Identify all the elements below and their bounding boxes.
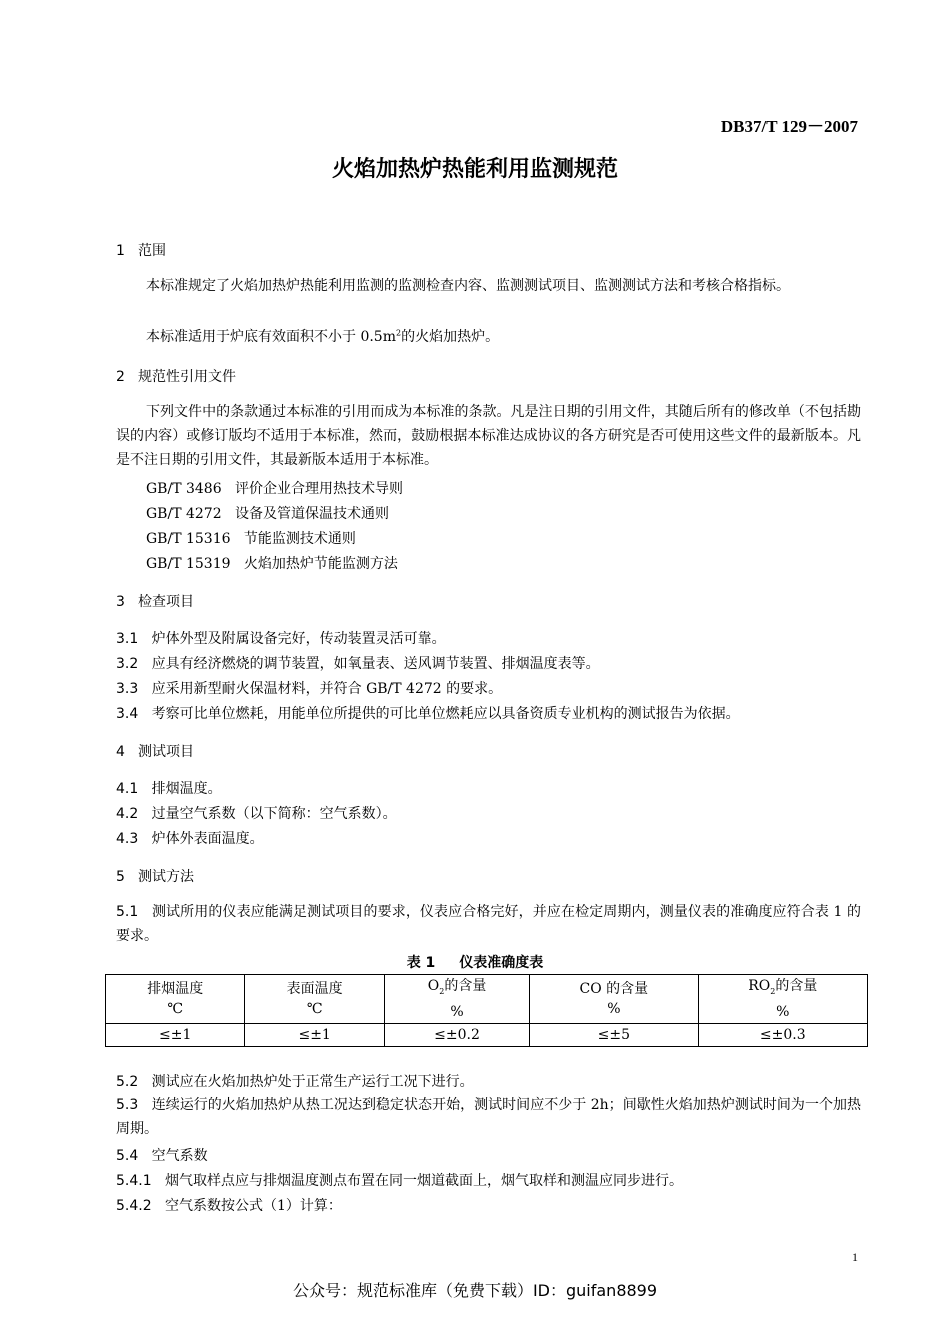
paragraph-5-4-2 <box>116 1195 342 1215</box>
table-cell: ≤±0.2 <box>384 1023 529 1046</box>
item-text: 炉体外表面温度。 <box>151 831 264 847</box>
accuracy-table <box>105 974 868 1047</box>
table-header-cell <box>530 975 698 1024</box>
item-text: 考察可比单位燃耗，用能单位所提供的可比单位燃耗应以具备资质专业机构的测试报告为依据。 <box>151 706 740 722</box>
table-header-cell <box>698 975 867 1024</box>
section-number: 4 <box>116 744 125 760</box>
page-number: 1 <box>852 1250 858 1264</box>
test-item <box>116 778 222 798</box>
paragraph-5-1 <box>116 900 861 948</box>
superscript: 2 <box>396 328 402 338</box>
table-header-cell <box>384 975 529 1024</box>
paragraph-5-4 <box>116 1145 208 1165</box>
item-text: 过量空气系数（以下简称：空气系数）。 <box>151 806 397 822</box>
reference-item: GB/T 3486 评价企业合理用热技术导则 <box>146 481 403 497</box>
section-4-heading <box>116 741 194 761</box>
reference-item: GB/T 15316 节能监测技术通则 <box>146 531 356 547</box>
section-number: 1 <box>116 243 125 259</box>
item-text: 测试所用的仪表应能满足测试项目的要求，仪表应合格完好，并应在检定周期内，测量仪表的准确度应符合表 1 的要求。 <box>116 904 861 944</box>
table-row <box>106 1023 868 1046</box>
item-number: 4.1 <box>116 781 139 797</box>
paragraph-5-2 <box>116 1071 474 1091</box>
section-1-paragraph-2 <box>146 326 499 346</box>
item-number: 5.1 <box>116 904 139 920</box>
section-2-paragraph: 下列文件中的条款通过本标准的引用而成为本标准的条款。凡是注日期的引用文件，其随后所有的修改单（不包括勘误的内容）或修订版均不适用于本标准，然而，鼓励根据本标准达成协议的各方研究是否可使用这些文件的最新版本。凡是不注日期的引用文件，其最新版本适用于本标准。 <box>116 404 861 468</box>
column-unit: % <box>776 1003 790 1020</box>
item-number: 5.4 <box>116 1148 139 1164</box>
item-text: 空气系数按公式（1）计算： <box>164 1198 342 1214</box>
item-text: 空气系数 <box>151 1148 208 1164</box>
standard-code: DB37/T 129－2007 <box>720 117 858 136</box>
column-name: CO 的含量 <box>579 980 649 997</box>
check-item <box>116 678 502 698</box>
item-number: 3.4 <box>116 706 139 722</box>
column-unit: ℃ <box>306 1000 323 1017</box>
item-text: 烟气取样点应与排烟温度测点布置在同一烟道截面上，烟气取样和测温应同步进行。 <box>164 1173 683 1189</box>
item-text: 测试应在火焰加热炉处于正常生产运行工况下进行。 <box>151 1074 474 1090</box>
test-item <box>116 803 397 823</box>
column-name <box>428 978 487 994</box>
table-header-row <box>106 975 868 1024</box>
reference-item: GB/T 15319 火焰加热炉节能监测方法 <box>146 556 398 572</box>
section-title: 测试项目 <box>138 744 194 760</box>
item-text: 炉体外型及附属设备完好，传动装置灵活可靠。 <box>151 631 446 647</box>
paragraph-5-4-1 <box>116 1170 683 1190</box>
subscript: 2 <box>770 986 776 996</box>
column-name: 排烟温度 <box>147 980 204 997</box>
column-unit: ℃ <box>167 1000 184 1017</box>
table-label: 表 1 <box>406 955 436 971</box>
text-fragment: O <box>427 978 440 994</box>
item-number: 3.1 <box>116 631 139 647</box>
check-item <box>116 653 600 673</box>
subscript: 2 <box>439 986 445 996</box>
section-2-heading <box>116 366 236 386</box>
check-item <box>116 628 446 648</box>
section-1-paragraph-1: 本标准规定了火焰加热炉热能利用监测的监测检查内容、监测测试项目、监测测试方法和考核合格指标。 <box>146 278 790 294</box>
column-name <box>748 978 817 994</box>
page-title: 火焰加热炉热能利用监测规范 <box>331 157 618 182</box>
test-item <box>116 828 264 848</box>
item-number: 5.2 <box>116 1074 139 1090</box>
item-number: 3.3 <box>116 681 139 697</box>
text-fragment: 的含量 <box>444 978 487 994</box>
item-number: 5.3 <box>116 1097 139 1113</box>
item-text: 应采用新型耐火保温材料，并符合 GB/T 4272 的要求。 <box>151 681 503 697</box>
item-number: 4.2 <box>116 806 139 822</box>
item-text: 排烟温度。 <box>151 781 222 797</box>
item-number: 5.4.1 <box>116 1173 152 1189</box>
table-caption <box>0 952 950 972</box>
column-unit: % <box>607 1000 621 1017</box>
section-title: 检查项目 <box>138 594 194 610</box>
footer-watermark: 公众号：规范标准库（免费下载）ID：guifan8899 <box>292 1281 658 1300</box>
section-3-heading <box>116 591 194 611</box>
section-number: 3 <box>116 594 125 610</box>
paragraph-5-3 <box>116 1093 861 1141</box>
item-number: 4.3 <box>116 831 139 847</box>
text-fragment: 本标准适用于炉底有效面积不小于 0.5m <box>146 329 396 345</box>
table-cell: ≤±1 <box>106 1023 245 1046</box>
table-title: 仪表准确度表 <box>459 955 544 971</box>
item-number: 3.2 <box>116 656 139 672</box>
table-header-cell <box>106 975 245 1024</box>
section-title: 测试方法 <box>138 869 194 885</box>
table-header-cell <box>245 975 384 1024</box>
table-cell: ≤±5 <box>530 1023 698 1046</box>
section-5-heading <box>116 866 194 886</box>
section-title: 规范性引用文件 <box>138 369 236 385</box>
section-number: 5 <box>116 869 125 885</box>
table-cell: ≤±1 <box>245 1023 384 1046</box>
table-cell: ≤±0.3 <box>698 1023 867 1046</box>
item-text: 应具有经济燃烧的调节装置，如氧量表、送风调节装置、排烟温度表等。 <box>151 656 600 672</box>
column-name: 表面温度 <box>286 980 343 997</box>
check-item <box>116 703 740 723</box>
item-number: 5.4.2 <box>116 1198 152 1214</box>
text-fragment: 的火焰加热炉。 <box>401 329 500 345</box>
section-title: 范围 <box>138 243 166 259</box>
column-unit: % <box>450 1003 464 1020</box>
text-fragment: 的含量 <box>775 978 818 994</box>
section-number: 2 <box>116 369 125 385</box>
section-1-heading <box>116 240 166 260</box>
item-text: 连续运行的火焰加热炉从热工况达到稳定状态开始，测试时间应不少于 2h；间歇性火焰加热炉测试时间为一个加热周期。 <box>116 1097 862 1137</box>
reference-item: GB/T 4272 设备及管道保温技术通则 <box>146 506 389 522</box>
text-fragment: RO <box>748 978 771 994</box>
